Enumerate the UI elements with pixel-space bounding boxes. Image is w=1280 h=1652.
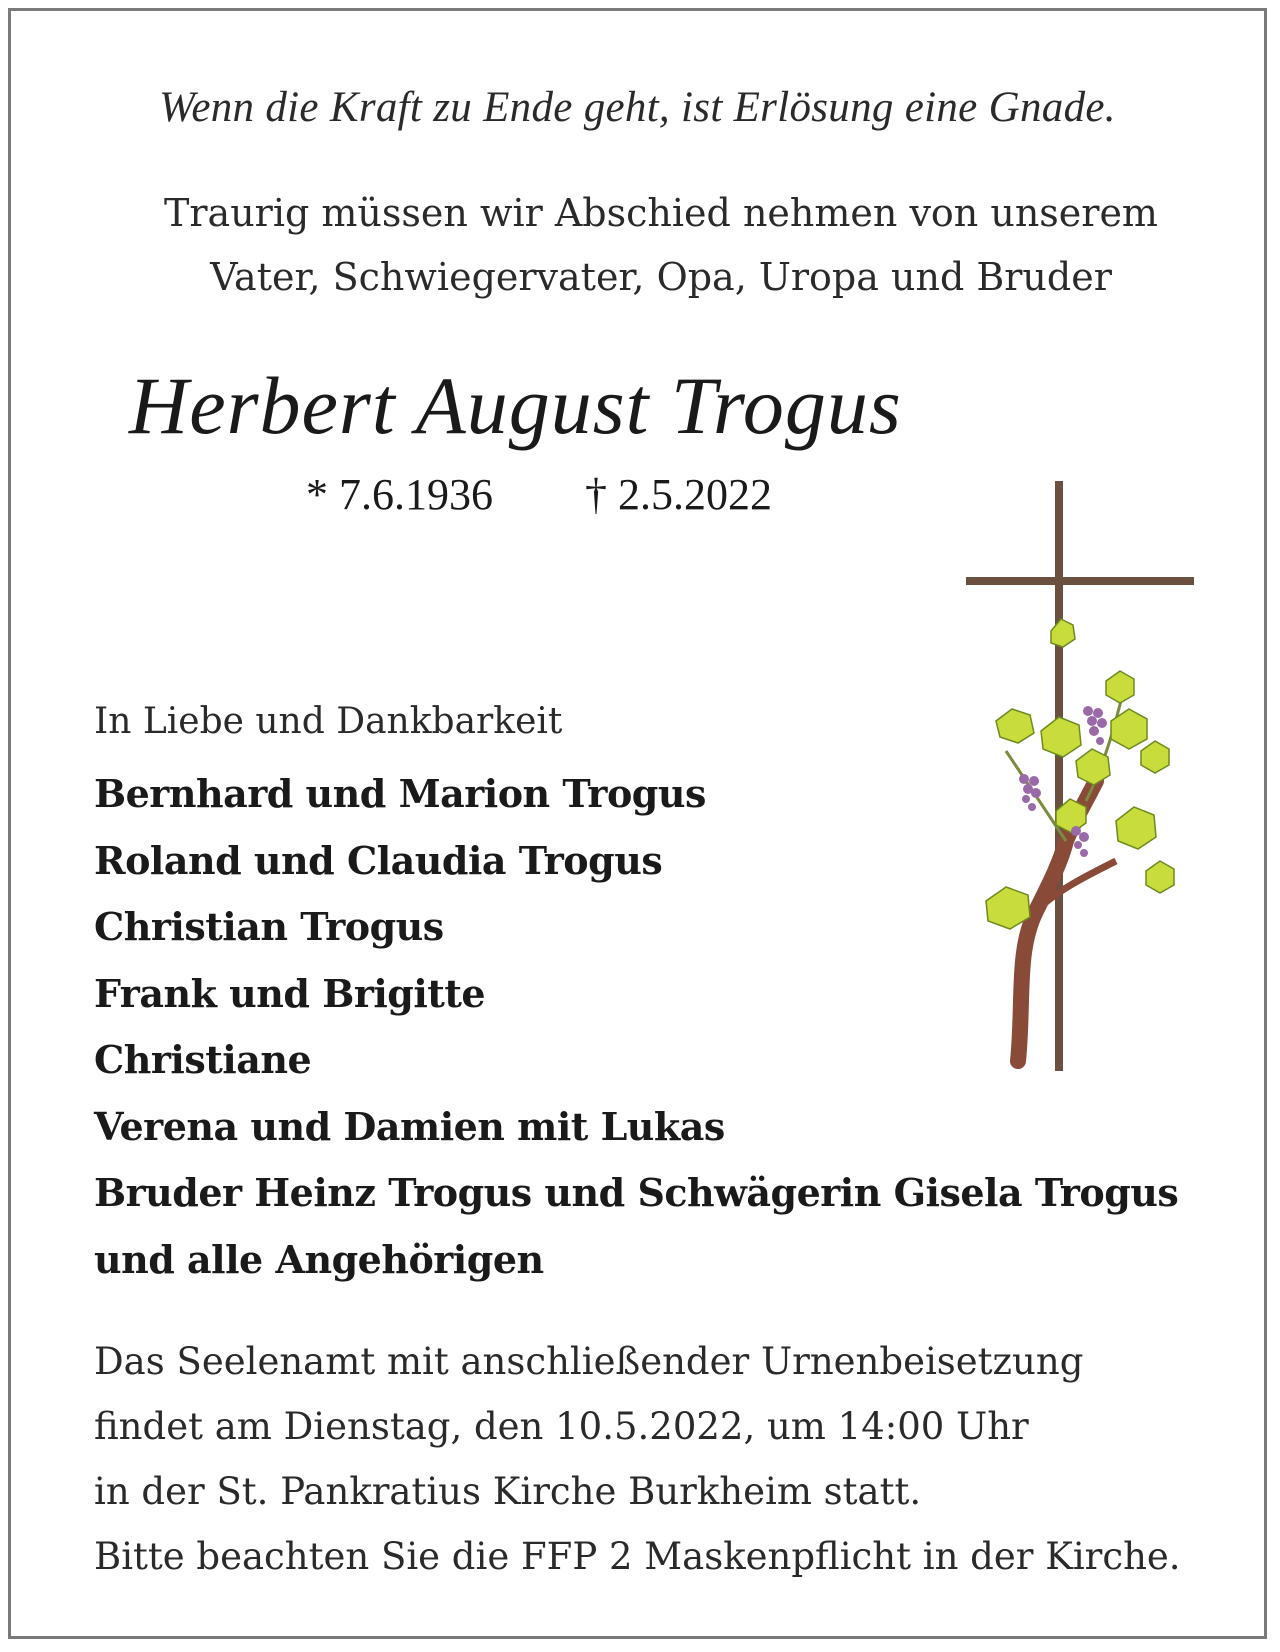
intro-text: [71, 181, 1251, 309]
signoff: In Liebe und Dankbarkeit: [94, 701, 563, 742]
birth-symbol: *: [306, 470, 328, 519]
service-info: [94, 1329, 1181, 1589]
service-line-2: findet am Dienstag, den 10.5.2022, um 14:00 Uhr: [94, 1405, 1029, 1448]
mourner: Roland und Claudia Trogus: [94, 837, 663, 883]
mourner: und alle Angehörigen: [94, 1236, 544, 1282]
service-line-1: Das Seelenamt mit anschließender Urnenbeisetzung: [94, 1340, 1084, 1383]
death-date: 2.5.2022: [618, 470, 772, 519]
service-line-4: Bitte beachten Sie die FFP 2 Maskenpflicht in der Kirche.: [94, 1535, 1181, 1578]
mourners-list: [94, 761, 1178, 1293]
intro-line-2: Vater, Schwiegervater, Opa, Uropa und Bruder: [210, 255, 1112, 299]
mourner: Bruder Heinz Trogus und Schwägerin Gisela Trogus: [94, 1170, 1179, 1215]
mourner: Verena und Damien mit Lukas: [94, 1103, 725, 1149]
service-line-3: in der St. Pankratius Kirche Burkheim statt.: [94, 1470, 922, 1513]
notice-frame: [8, 8, 1267, 1639]
death-symbol: †: [585, 470, 607, 519]
mourner: Christiane: [94, 1037, 312, 1082]
mourner: Frank und Brigitte: [94, 970, 486, 1016]
deceased-name: Herbert August Trogus: [129, 360, 902, 451]
birth-date: 7.6.1936: [339, 470, 493, 519]
motto: Wenn die Kraft zu Ende geht, ist Erlösung eine Gnade.: [159, 84, 1116, 131]
life-dates: [306, 469, 772, 520]
intro-line-1: Traurig müssen wir Abschied nehmen von unserem: [164, 191, 1158, 235]
mourner: Christian Trogus: [94, 904, 444, 949]
mourner: Bernhard und Marion Trogus: [94, 771, 706, 816]
